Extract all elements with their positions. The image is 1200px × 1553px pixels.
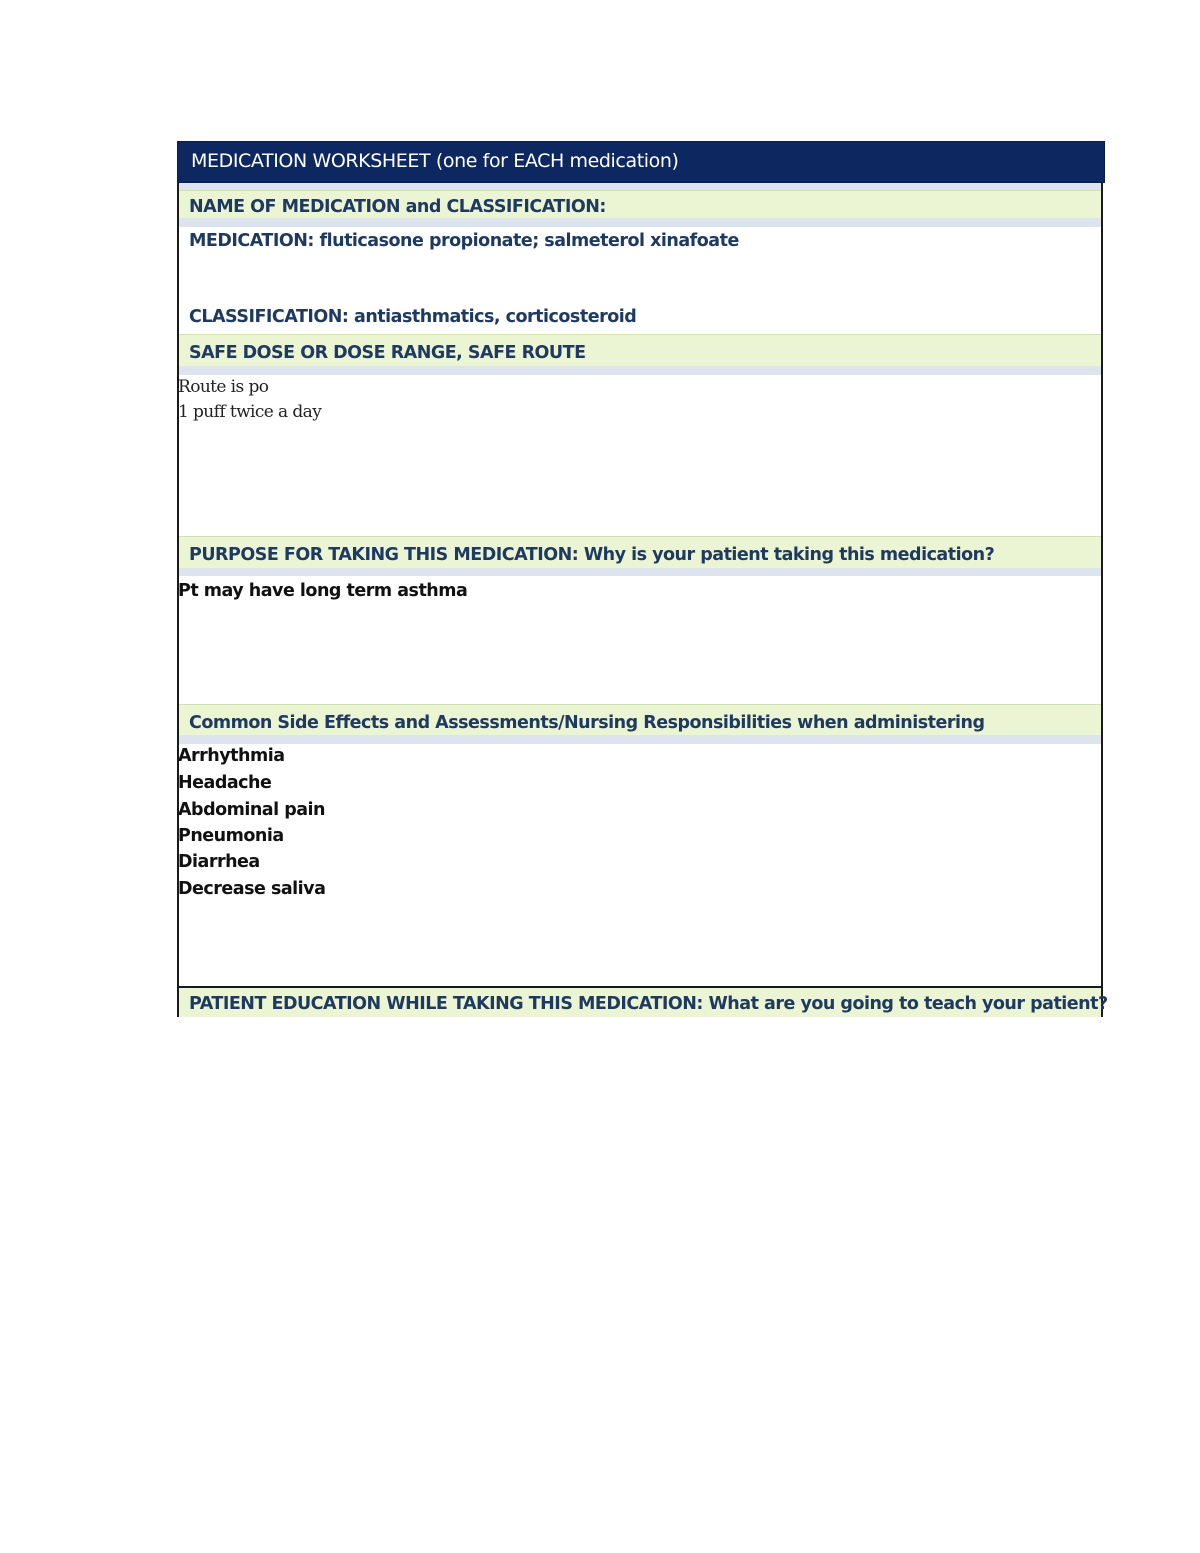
- section-header-dose-label: SAFE DOSE OR DOSE RANGE, SAFE ROUTE: [189, 343, 586, 363]
- sheet-right-border: [1101, 183, 1103, 1017]
- section-header-dose: [179, 334, 1101, 366]
- section-header-purpose: [179, 536, 1101, 568]
- section-header-purpose-label: PURPOSE FOR TAKING THIS MEDICATION: Why is your patient taking this medication?: [189, 545, 995, 565]
- side-effect-item: Headache: [178, 773, 272, 793]
- medication-line: MEDICATION: fluticasone propionate; salmeterol xinafoate: [189, 231, 739, 251]
- side-effect-item: Decrease saliva: [178, 879, 326, 899]
- classification-line: CLASSIFICATION: antiasthmatics, corticosteroid: [189, 307, 637, 327]
- purpose-line: Pt may have long term asthma: [178, 581, 468, 601]
- row-divider: [179, 366, 1101, 375]
- section-header-side-effects: [179, 704, 1101, 735]
- side-effect-item: Pneumonia: [178, 826, 284, 846]
- dose-line: Route is po: [178, 377, 269, 397]
- side-effect-item: Diarrhea: [178, 852, 260, 872]
- medication-worksheet: [177, 141, 1108, 1017]
- worksheet-title: MEDICATION WORKSHEET (one for EACH medication): [191, 150, 679, 172]
- section-header-education-label: PATIENT EDUCATION WHILE TAKING THIS MEDICATION: What are you going to teach your patient?: [189, 994, 1108, 1014]
- side-effect-item: Abdominal pain: [178, 800, 326, 820]
- row-divider: [179, 735, 1101, 744]
- worksheet-title-bar: [177, 141, 1105, 183]
- side-effect-item: Arrhythmia: [178, 746, 285, 766]
- dose-line: 1 puff twice a day: [178, 402, 322, 422]
- row-divider: [179, 218, 1101, 227]
- row-divider: [179, 183, 1101, 190]
- section-header-side-effects-label: Common Side Effects and Assessments/Nursing Responsibilities when administering: [189, 713, 985, 733]
- section-header-education: [179, 986, 1108, 1017]
- section-header-name-label: NAME OF MEDICATION and CLASSIFICATION:: [189, 197, 606, 217]
- row-divider: [179, 568, 1101, 576]
- section-header-name: [179, 190, 1101, 218]
